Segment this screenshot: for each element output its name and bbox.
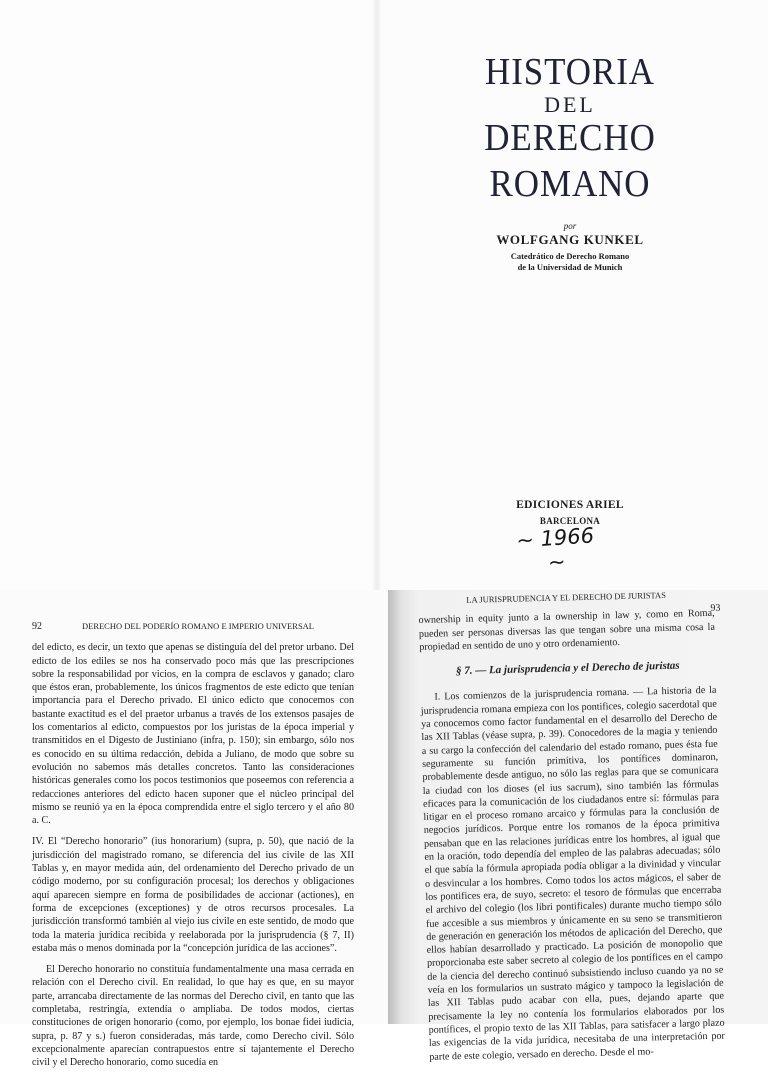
book-title-line-1: HISTORIA: [485, 51, 655, 93]
page-number-93: 93: [710, 602, 721, 614]
page-92: [32, 620, 354, 1078]
page-number-92: 92: [32, 621, 42, 632]
opening-paragraph: ownership in equity junto a la ownership in law y, como en Roma, pueden ser personas diversas las que tengan sobre una misma cosa la propiedad en sentido de uno y otro ordenamiento.: [418, 608, 716, 653]
publisher-name: EDICIONES ARIEL: [516, 499, 624, 511]
author-affiliation-1: Catedrático de Derecho Romano: [510, 251, 630, 261]
handwritten-year: ~ 1966 ~: [515, 523, 595, 575]
paragraph-2: IV. El “Derecho honorario” (ius honorarium) (supra, p. 50), que nació de la jurisdicción del magistrado romano, se diferencia del ius civile de las XII Tablas y, en mayor medida aún, del ordenamiento del Derecho privado de un código moderno, por su configuración procesal; los derechos y obligaciones aquí aparecen siempre en forma de posibilidades de accionar (actiones), en forma de excepciones (exceptiones) y de otros recursos procesales. La jurisdicción transformó también al viejo ius civile en este sentido, de modo que toda la materia jurídica recibida y reelaborada por la jurisprudencia (§ 7, II) estaba más o menos dominada por la “concepción jurídica de las acciones”.: [32, 836, 354, 954]
author-name: WOLFGANG KUNKEL: [496, 232, 644, 247]
book-title-line-4: ROMANO: [489, 163, 651, 205]
blank-left-page: [0, 0, 378, 590]
section-title: § 7. — La jurisprudencia y el Derecho de juristas: [455, 659, 680, 678]
by-label: por: [563, 221, 577, 231]
book-title-line-2: DEL: [544, 92, 596, 117]
author-affiliation-2: de la Universidad de Munich: [517, 262, 623, 272]
paragraph-3: El Derecho honorario no constituía fundamentalmente una masa cerrada en relación con el Derecho civil. En realidad, lo que hay es que, en su mayor parte, arrancaba directamente de las normas del Derecho civil, en tanto que las completaba, restringía, extendía o ampliaba. De todos modos, ciertas constituciones de origen honorario (como, por ejemplo, los bonae fidei iudicia, supra, p. 87 y s.) fueron consideradas, más tarde, como Derecho civil. Sólo excepcionalmente aparecían contrapuestos entre sí tajantemente el Derecho civil y el Derecho honorario, como sucedía en: [32, 964, 354, 1069]
book-title-line-3: DERECHO: [484, 117, 656, 159]
book-spine: [372, 0, 382, 590]
paragraph-1: del edicto, es decir, un texto que apenas se distinguía del del pretor urbano. Del edicto de los ediles se nos ha conservado poco más que las prescripciones sobre la responsabilidad por vicios, en la compra de esclavos y ganado; claro que éstos eran, probablemente, los únicos fragmentos de este edicto que tenían importancia para el Derecho privado. El único edicto que conocemos con bastante exactitud es el del praetor urbanus a través de los extensos pasajes de los comentarios al edicto, compuestos por los juristas de la época imperial y transmitidos en el Digesto de Justiniano (infra, p. 150); sin embargo, sólo nos es conocido en su última redacción, debida a Juliano, de modo que sobre su evolución no sabemos más detalles concretos. Tanto las consideraciones históricas generales como los pocos testimonios que poseemos con referencia a redacciones anteriores del edicto hacen suponer que el núcleo principal del mismo se reunió ya en la época comprendida entre el siglo tercero y el año 80 a. C.: [32, 642, 354, 827]
publisher-city: BARCELONA: [539, 516, 601, 526]
page-92-header: [32, 620, 354, 633]
section-body: I. Los comienzos de la jurisprudencia romana. — La historia de la jurisprudencia romana empieza con los pontifices, colegio sacerdotal que ya conocemos como factor fundamental en el desarrollo del Derecho de las XII Tablas (véase supra, p. 39). Conocedores de la magia y teniendo a su cargo la confección del calendario del estado romano, pues ésta fue seguramente su función primitiva, los pontífices dominaron, probablemente desde antiguo, no sólo las reglas para que se comunicara la ciudad con los dioses (el ius sacrum), sino también las fórmulas eficaces para la comunicación de los ciudadanos entre sí: fórmulas para litigar en el proceso romano arcaico y fórmulas para la conclusión de negocios jurídicos. Porque entre los romanos de la época primitiva pensaban que en las relaciones jurídicas entre los hombres, al igual que en la oración, todo dependía del empleo de las palabras adecuadas; sólo el que sabía la fórmula apropiada podía obligar a la divinidad y vincular o desvincular a los hombres. Como todos los actos mágicos, el saber de los pontifices era, de suyo, secreto: el tesoro de fórmulas que encerraba el archivo del colegio (los libri pontificales) durante mucho tiempo sólo fue accesible a sus miembros y únicamente en su seno se transmitieron de generación en generación los métodos de aplicación del Derecho, que ellos habían desarrollado y practicado. La posición de monopolio que proporcionaba este saber secreto al colegio de los pontífices en el campo de la ciencia del derecho continuó subsistiendo incluso cuando ya no se veía en los formularios un sustrato mágico y tampoco la legislación de las XII Tablas pudo acabar con ella, pues, dejando aparte que precisamente la ley no contenía los formularios elaborados por los pontífices, el propio texto de las XII Tablas, para satisfacer a largo plazo las exigencias de la vida jurídica, necesitaba de una interpretación por parte de este colegio, versado en derecho. Desde el mo-: [420, 685, 726, 1063]
page-93: [418, 588, 726, 1072]
running-head-92: DERECHO DEL PODERÍO ROMANO E IMPERIO UNIVERSAL: [81, 621, 314, 631]
running-head-93: LA JURISPRUDENCIA Y EL DERECHO DE JURISTAS: [466, 589, 666, 605]
